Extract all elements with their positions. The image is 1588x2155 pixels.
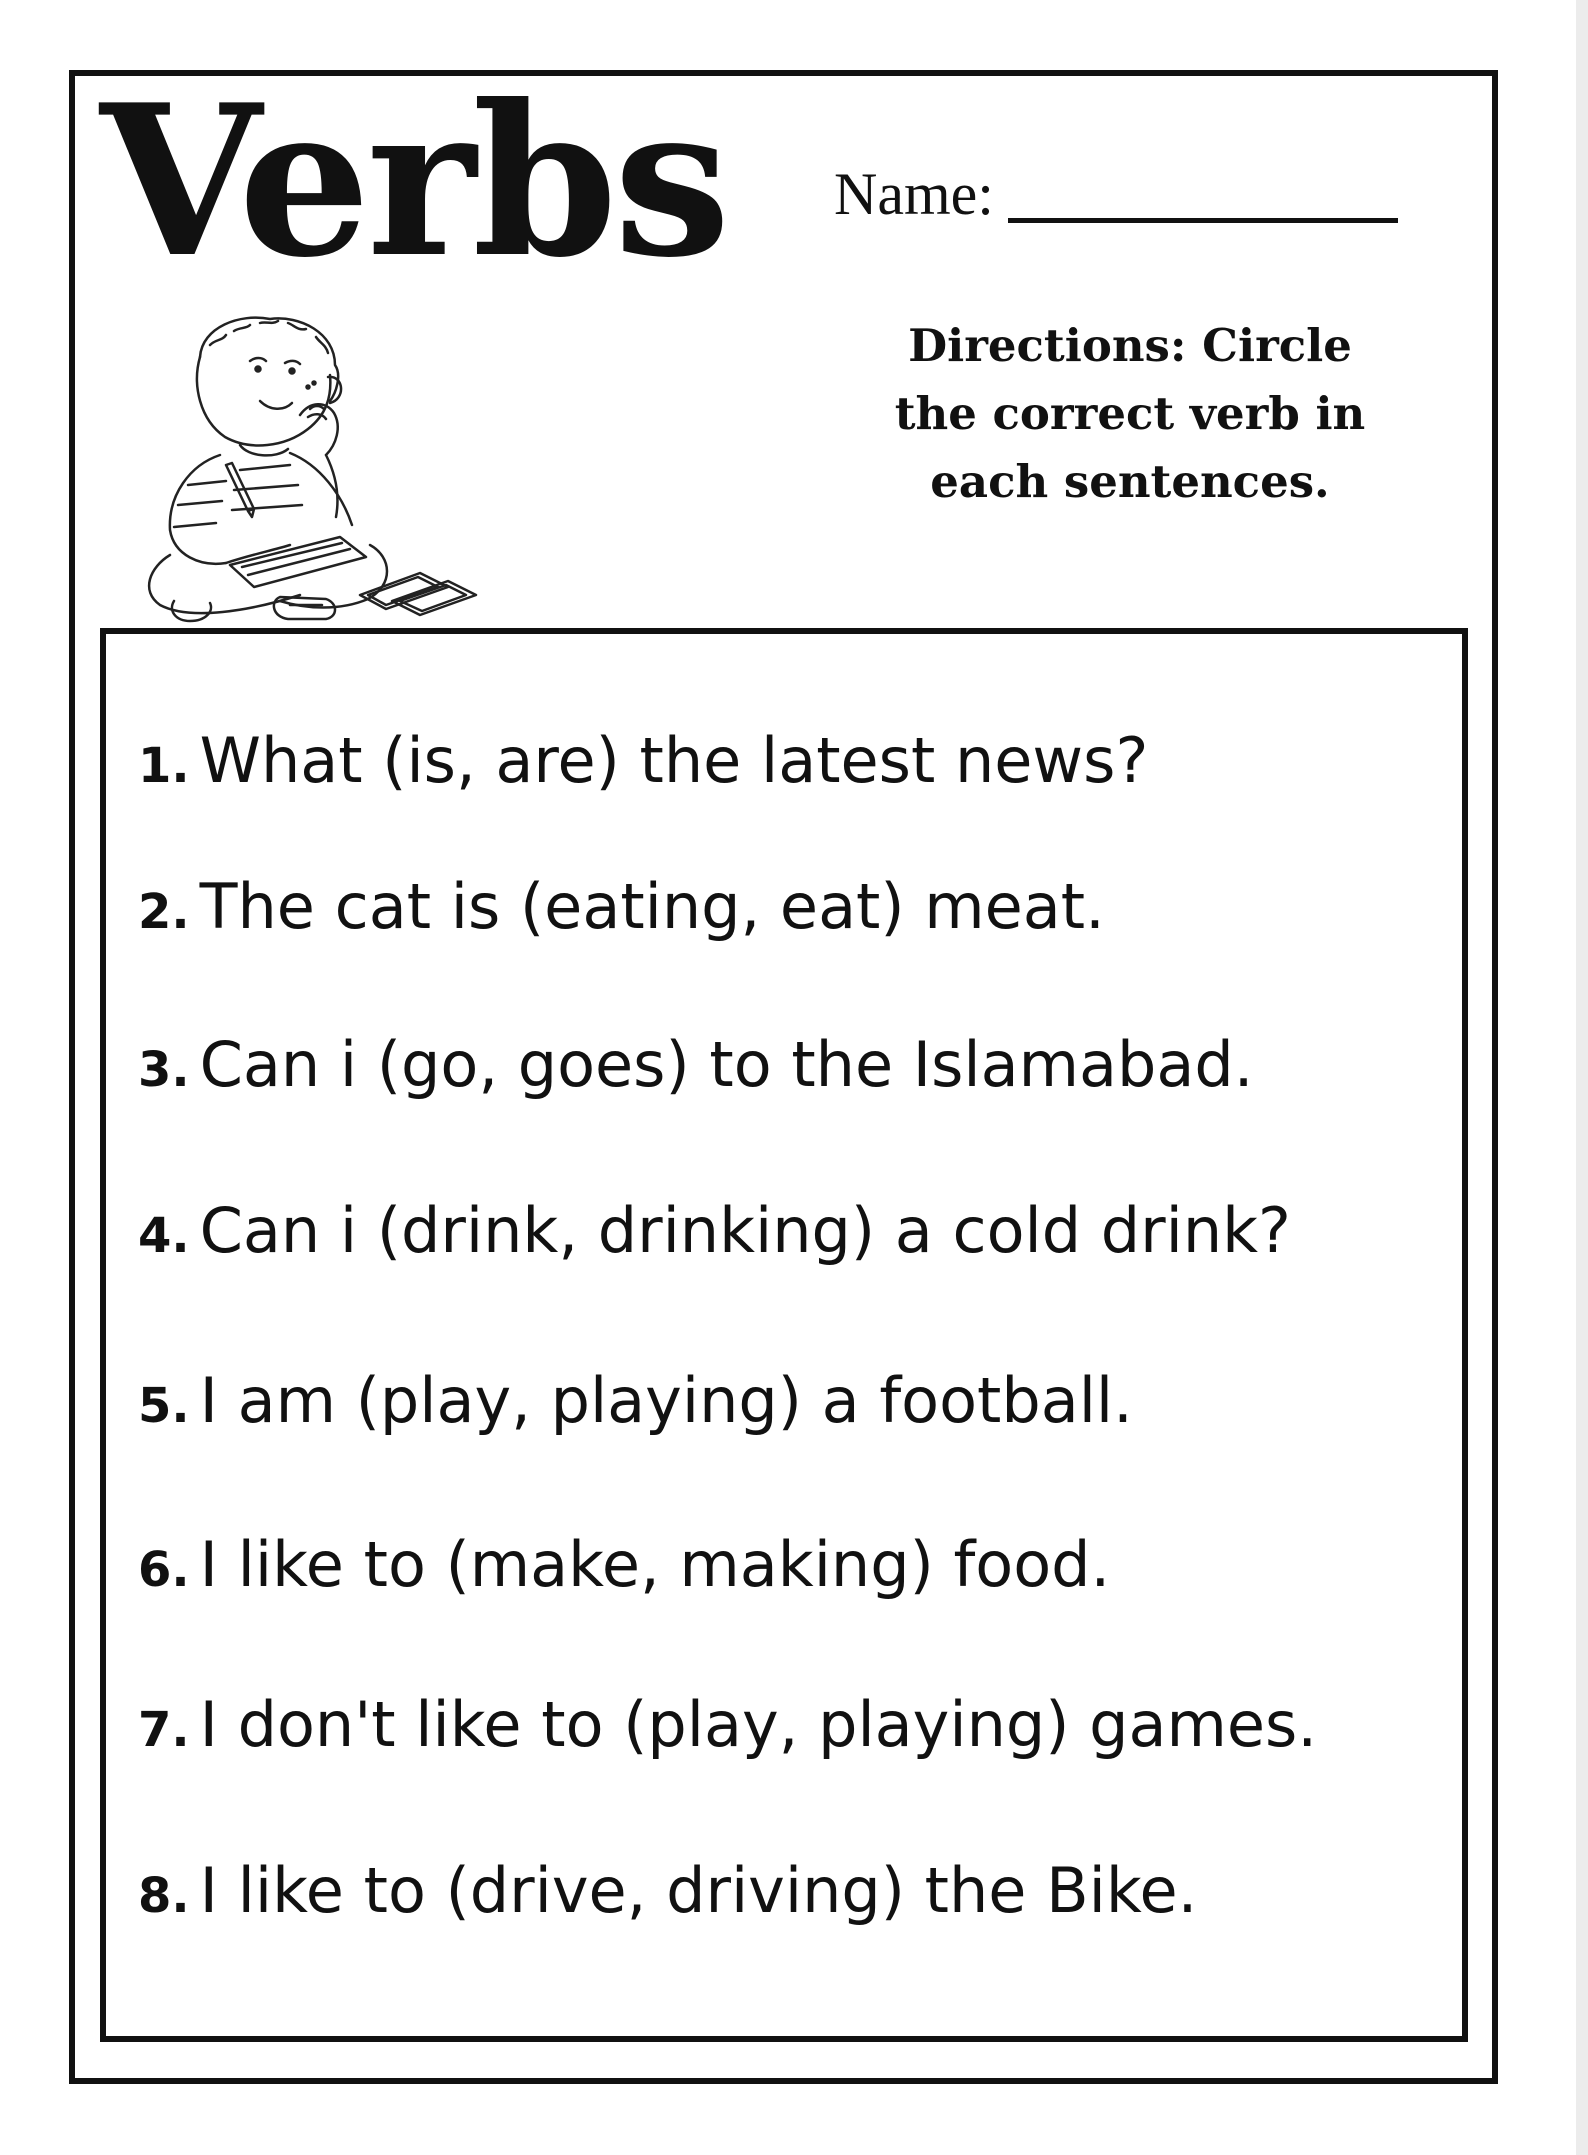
worksheet-title: Verbs [100, 60, 727, 304]
name-field [834, 160, 1398, 229]
question-5 [138, 1364, 1133, 1437]
question-number: 5. [138, 1378, 190, 1434]
question-number: 2. [138, 884, 190, 940]
question-text: I am (play, playing) a football. [199, 1364, 1133, 1437]
question-text: Can i (drink, drinking) a cold drink? [199, 1194, 1291, 1267]
directions-text: Directions: Circle the correct verb in each sentences. [894, 319, 1366, 508]
question-text: I like to (make, making) food. [199, 1528, 1111, 1601]
question-number: 8. [138, 1868, 190, 1924]
name-blank-line [1008, 217, 1398, 223]
question-6 [138, 1528, 1111, 1601]
question-text: I don't like to (play, playing) games. [199, 1688, 1318, 1761]
question-7 [138, 1688, 1318, 1761]
question-number: 1. [138, 738, 190, 794]
question-text: I like to (drive, driving) the Bike. [199, 1854, 1198, 1927]
question-number: 7. [138, 1702, 190, 1758]
page-edge [1576, 0, 1588, 2155]
question-text: Can i (go, goes) to the Islamabad. [199, 1028, 1254, 1101]
thinking-child-illustration [130, 305, 480, 625]
question-4 [138, 1194, 1291, 1267]
name-label: Name: [834, 161, 994, 227]
question-text: What (is, are) the latest news? [199, 724, 1149, 797]
question-2 [138, 870, 1105, 943]
question-1 [138, 724, 1149, 797]
question-number: 6. [138, 1542, 190, 1598]
questions-box [100, 628, 1468, 2042]
question-number: 4. [138, 1208, 190, 1264]
question-3 [138, 1028, 1254, 1101]
question-number: 3. [138, 1042, 190, 1098]
question-text: The cat is (eating, eat) meat. [199, 870, 1105, 943]
question-8 [138, 1854, 1198, 1927]
